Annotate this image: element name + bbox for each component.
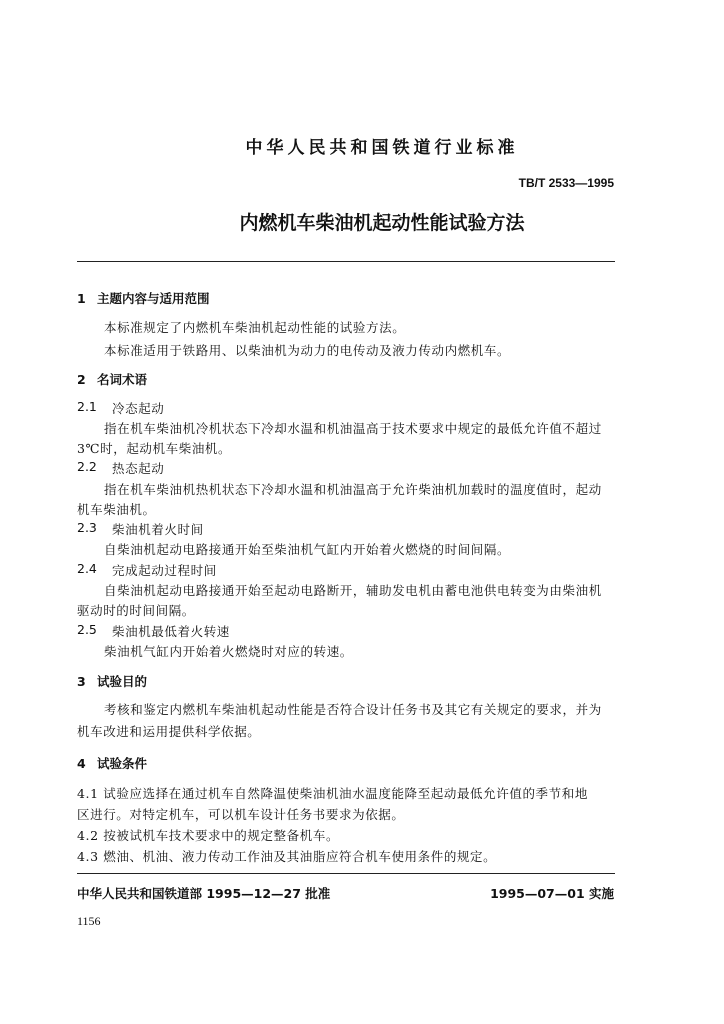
section-number: 4 [77,756,86,771]
term-number: 2.5 [77,622,97,637]
term-definition: 指在机车柴油机冷机状态下冷却水温和机油温高于技术要求中规定的最低允许值不超过 [104,421,602,436]
standard-number: TB/T 2533—1995 [518,176,614,190]
top-rule [77,261,615,262]
section-number: 1 [77,291,86,306]
standard-header: 中华人民共和国铁道行业标准 [245,138,519,158]
term-definition: 自柴油机起动电路接通开始至柴油机气缸内开始着火燃烧的时间间隔。 [104,542,511,557]
term-number: 2.2 [77,459,97,474]
section-number: 3 [77,674,86,689]
term-number: 2.4 [77,561,97,576]
term-name: 热态起动 [112,461,165,476]
section-number: 2 [77,372,86,387]
paragraph: 本标准适用于铁路用、以柴油机为动力的电传动及液力传动内燃机车。 [104,343,511,358]
clause: 4.3 燃油、机油、液力传动工作油及其油脂应符合机车使用条件的规定。 [77,849,497,864]
paragraph: 考核和鉴定内燃机车柴油机起动性能是否符合设计任务书及其它有关规定的要求，并为 [104,702,602,717]
term-definition: 柴油机气缸内开始着火燃烧时对应的转速。 [104,644,353,659]
term-definition: 机车柴油机。 [77,502,156,517]
section-title: 试验目的 [97,674,148,689]
implementation-date: 1995—07—01 实施 [490,886,614,901]
page-number: 1156 [77,914,101,928]
bottom-rule [77,873,615,874]
document-title: 内燃机车柴油机起动性能试验方法 [239,212,525,234]
section-title: 名词术语 [97,372,148,387]
clause: 区进行。对特定机车，可以机车设计任务书要求为依据。 [77,807,405,822]
clause: 4.2 按被试机车技术要求中的规定整备机车。 [77,828,340,843]
term-name: 柴油机最低着火转速 [112,624,230,639]
clause: 4.1 试验应选择在通过机车自然降温使柴油机油水温度能降至起动最低允许值的季节和地 [77,786,588,801]
term-definition: 驱动时的时间间隔。 [77,603,195,618]
section-title: 试验条件 [97,756,148,771]
section-title: 主题内容与适用范围 [97,291,210,306]
approval-line: 中华人民共和国铁道部 1995—12—27 批准 [77,886,331,901]
term-name: 冷态起动 [112,401,165,416]
term-definition: 3℃时，起动机车柴油机。 [77,441,232,456]
term-name: 完成起动过程时间 [112,563,217,578]
section-4-heading [77,754,147,772]
paragraph: 本标准规定了内燃机车柴油机起动性能的试验方法。 [104,320,406,335]
term-name: 柴油机着火时间 [112,522,204,537]
paragraph: 机车改进和运用提供科学依据。 [77,724,261,739]
section-3-heading [77,672,147,690]
section-1-heading [77,289,210,307]
term-definition: 指在机车柴油机热机状态下冷却水温和机油温高于允许柴油机加载时的温度值时，起动 [104,482,602,497]
term-number: 2.3 [77,520,97,535]
section-2-heading [77,370,147,388]
term-definition: 自柴油机起动电路接通开始至起动电路断开，辅助发电机由蓄电池供电转变为由柴油机 [104,583,602,598]
term-number: 2.1 [77,399,97,414]
